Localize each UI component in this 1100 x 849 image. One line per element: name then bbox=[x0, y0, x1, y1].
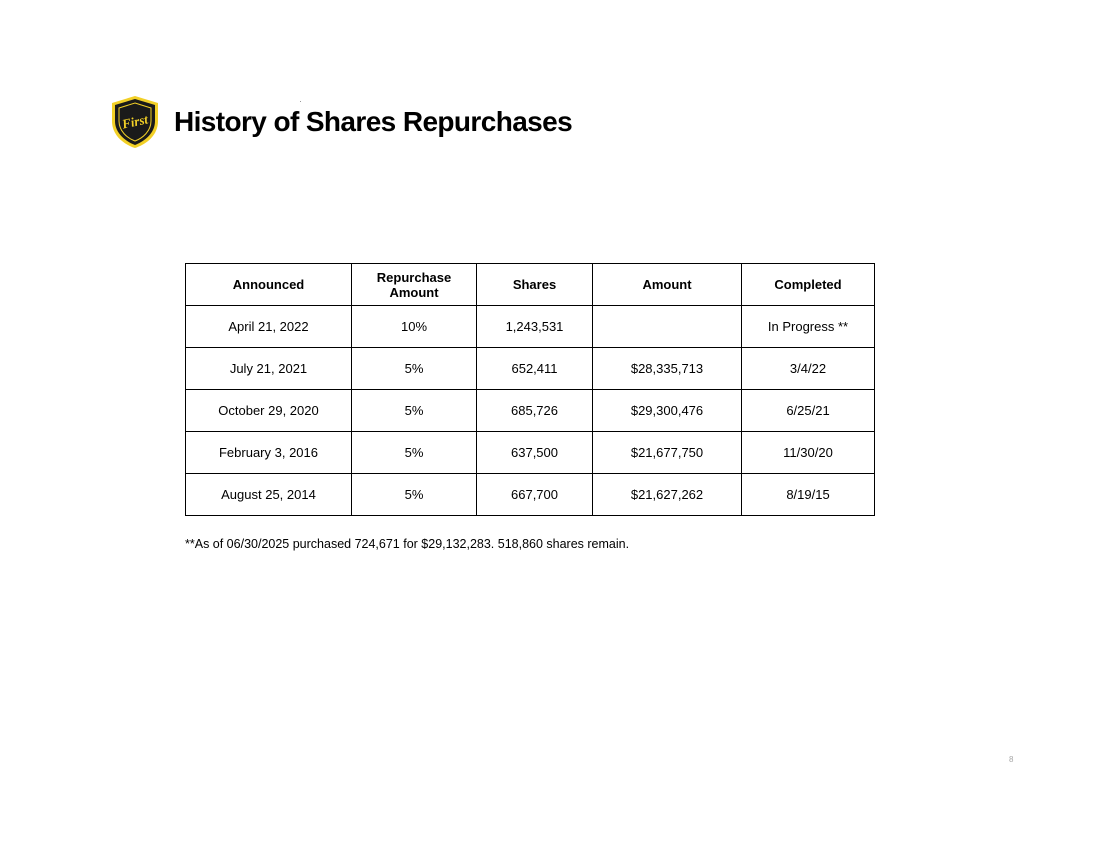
header-repurchase-amount-label: Repurchase Amount bbox=[376, 269, 452, 300]
table-row bbox=[186, 432, 875, 474]
cell-announced: July 21, 2021 bbox=[186, 348, 352, 390]
cell-amount: $21,627,262 bbox=[593, 474, 742, 516]
cell-shares: 667,700 bbox=[477, 474, 593, 516]
cell-completed: 8/19/15 bbox=[742, 474, 875, 516]
cell-completed: In Progress ** bbox=[742, 306, 875, 348]
cell-shares: 637,500 bbox=[477, 432, 593, 474]
cell-completed: 3/4/22 bbox=[742, 348, 875, 390]
cell-shares: 1,243,531 bbox=[477, 306, 593, 348]
header-announced: Announced bbox=[186, 264, 352, 306]
table-row bbox=[186, 306, 875, 348]
cell-announced: October 29, 2020 bbox=[186, 390, 352, 432]
cell-amount: $28,335,713 bbox=[593, 348, 742, 390]
cell-repurchase-amount: 5% bbox=[352, 432, 477, 474]
page-number: 8 bbox=[1009, 755, 1014, 764]
cell-announced: August 25, 2014 bbox=[186, 474, 352, 516]
cell-repurchase-amount: 5% bbox=[352, 348, 477, 390]
header-amount: Amount bbox=[593, 264, 742, 306]
table-row bbox=[186, 348, 875, 390]
table-row bbox=[186, 474, 875, 516]
bank-shield-logo bbox=[110, 95, 160, 149]
cell-amount: $21,677,750 bbox=[593, 432, 742, 474]
cell-repurchase-amount: 10% bbox=[352, 306, 477, 348]
page-title: History of Shares Repurchases bbox=[174, 106, 573, 137]
header-shares: Shares bbox=[477, 264, 593, 306]
cell-announced: April 21, 2022 bbox=[186, 306, 352, 348]
cell-completed: 6/25/21 bbox=[742, 390, 875, 432]
cell-shares: 652,411 bbox=[477, 348, 593, 390]
table-header-row bbox=[186, 264, 875, 306]
stray-mark bbox=[300, 101, 301, 102]
cell-repurchase-amount: 5% bbox=[352, 474, 477, 516]
table-row bbox=[186, 390, 875, 432]
cell-announced: February 3, 2016 bbox=[186, 432, 352, 474]
cell-amount bbox=[593, 306, 742, 348]
cell-repurchase-amount: 5% bbox=[352, 390, 477, 432]
cell-shares: 685,726 bbox=[477, 390, 593, 432]
repurchase-history-table bbox=[185, 263, 875, 516]
cell-completed: 11/30/20 bbox=[742, 432, 875, 474]
logo-lettering: First bbox=[120, 111, 150, 132]
footnote: **As of 06/30/2025 purchased 724,671 for $29,132,283. 518,860 shares remain. bbox=[185, 537, 630, 551]
header-completed: Completed bbox=[742, 264, 875, 306]
cell-amount: $29,300,476 bbox=[593, 390, 742, 432]
header-repurchase-amount bbox=[352, 264, 477, 306]
